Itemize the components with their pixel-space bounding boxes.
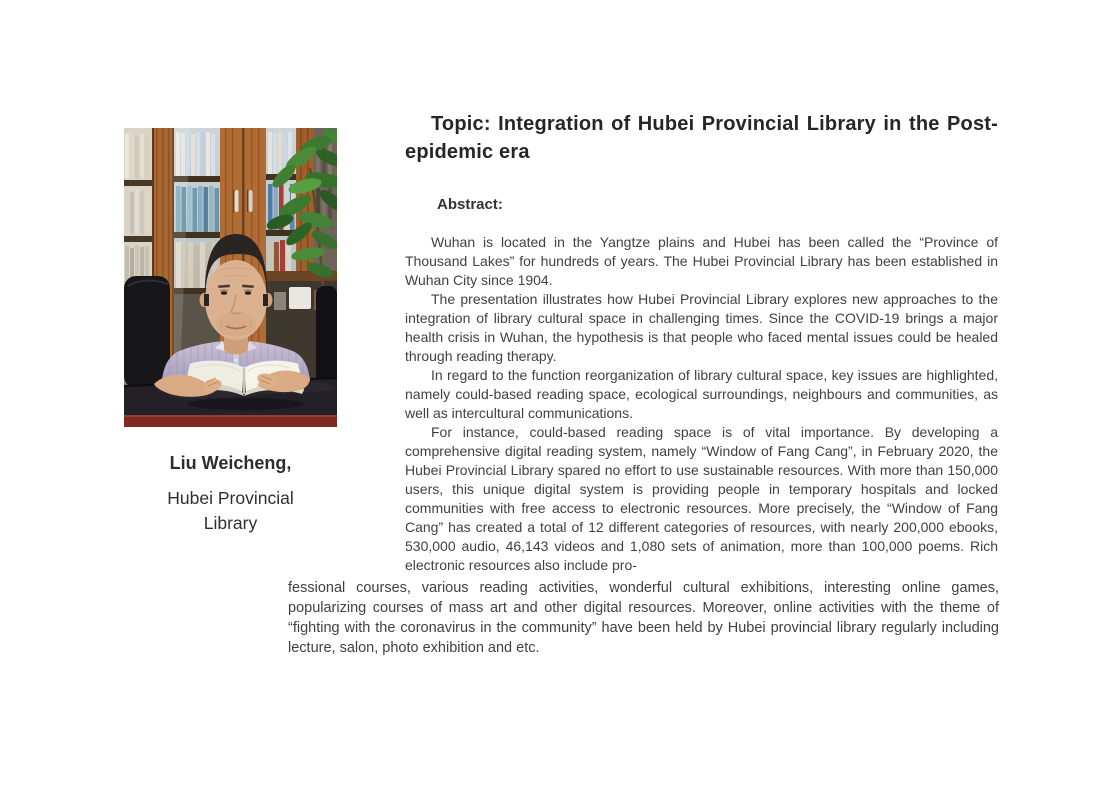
continuation-paragraph: fessional courses, various reading activities, wonderful cultural exhibitions, interesting online games, popularizing courses of mass art and other digital resources. Moreover, online activities with the theme of “fighting with the coronavirus in the community” have been held by Hubei provincial library regularly including lecture, salon, photo exhibition and etc. [288, 580, 999, 656]
abstract-paragraph-2: The presentation illustrates how Hubei Provincial Library explores new approaches to the integration of library cultural space in challenging times. Since the COVID-19 brings a major health crisis in Wuhan, the hypothesis is that people who faced mental issues could be healed through reading therapy. [405, 291, 998, 364]
eye [245, 291, 251, 295]
mug [289, 287, 311, 309]
abstract-paragraph-4: For instance, could-based reading space is of vital importance. By developing a comprehensive digital reading system, namely “Window of Fang Cang”, in February 2020, the Hubei Provincial Library spared no effort to use sustainable resources. With more than 150,000 users, this unique digital system is providing people in temporary hospitals and locked communities with free access to electronic resources. More precisely, the “Window of Fang Cang” has created a total of 12 different categories of resources, with nearly 200,000 ebooks, 530,000 audio, 46,143 videos and 1,080 sets of animation, more than 100,000 poems. Rich electronic resources also include pro- [405, 424, 998, 573]
abstract-label: Abstract: [437, 196, 503, 213]
speaker-name: Liu Weicheng, [169, 453, 292, 473]
shelf-item [274, 292, 286, 310]
abstract-paragraph-1: Wuhan is located in the Yangtze plains and Hubei has been called the “Province of Thousand Lakes” for hundreds of years. The Hubei Provincial Library has been established in Wuhan City since 1904. [405, 234, 998, 288]
abstract-paragraph-3: In regard to the function reorganization of library cultural space, key issues are highlighted, namely could-based reading space, ecological surroundings, neighbours and communities, as well as intercultural communications. [405, 367, 998, 421]
cabinet-handle-left [235, 190, 239, 212]
eye [221, 291, 227, 295]
abstract-article [405, 110, 998, 575]
speaker-affiliation: Hubei Provincial Library [167, 488, 294, 533]
cabinet-handle-right [249, 190, 253, 212]
speaker-photo-illustration [124, 128, 337, 427]
article-title: Topic: Integration of Hubei Provincial Library in the Post-epidemic era [405, 113, 998, 163]
speaker-photo [124, 128, 337, 427]
